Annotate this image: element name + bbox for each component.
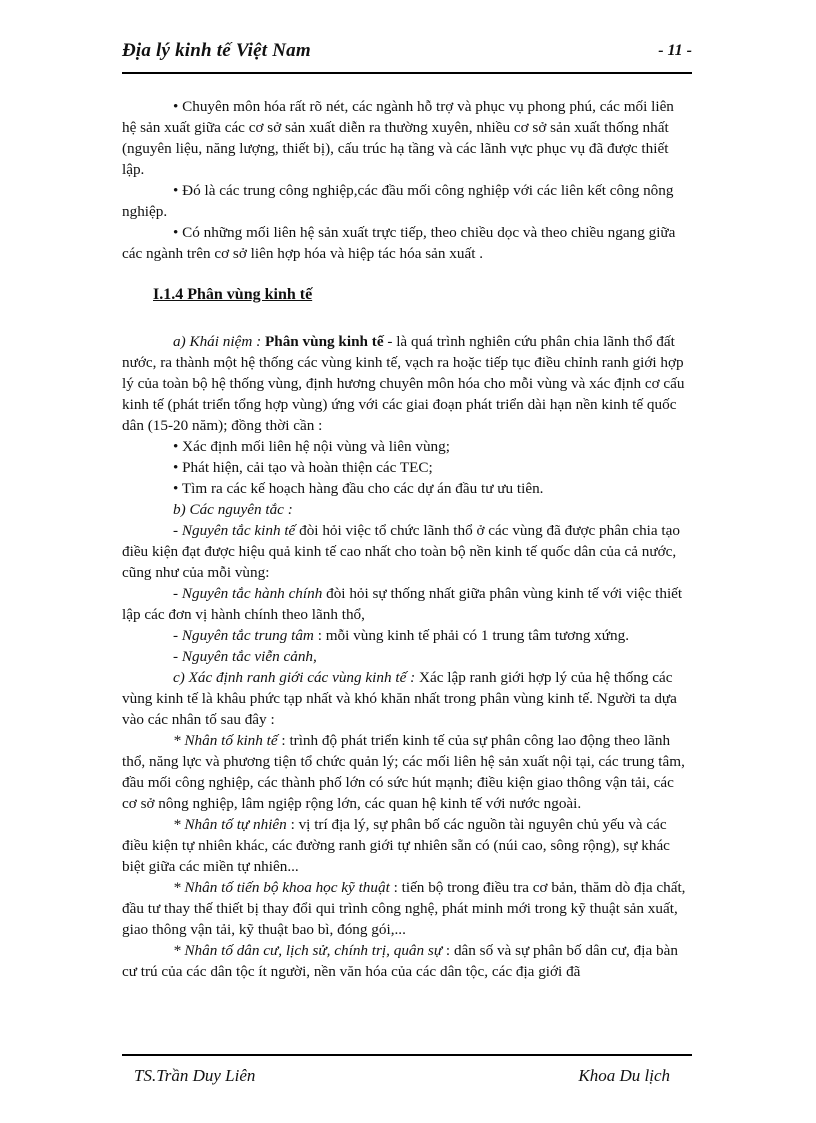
definition-bullet: • Tìm ra các kế hoạch hàng đầu cho các dự án đầu tư ưu tiên. (173, 480, 544, 497)
principle-administrative (122, 583, 692, 625)
factor-text: : trình độ phát triển kinh tế của sự phân công lao động theo lãnh thổ, năng lực và phương tiện tổ chức quản lý; các mối liên hệ sản xuất nội tại, các trung tâm, đầu mối công nghiệp, các thành phố lớn có sức hút mạnh; điều kiện giao thông vận tải, các cơ sở nông nghiệp, lâm ngiệp rộng lớn, các quan hệ kinh tế với nước ngoài. (122, 732, 685, 812)
factor-text: : vị trí địa lý, sự phân bố các nguồn tài nguyên chủ yếu và các điều kiện tự nhiên khác, các đường ranh giới tự nhiên sẵn có (núi cao, sông rộng), sự khác biệt giữa các miền tự nhiên... (122, 816, 670, 875)
boundary-text: Xác lập ranh giới hợp lý của hệ thống các vùng kinh tế là khâu phức tạp nhất và khó khăn nhất trong phân vùng kinh tế. Người ta dựa vào các nhân tố sau đây : (122, 669, 677, 728)
header-title: Địa lý kinh tế Việt Nam (122, 40, 311, 61)
definition-bullet: • Phát hiện, cải tạo và hoàn thiện các TEC; (173, 459, 433, 476)
factor-technology (122, 877, 692, 940)
footer-department: Khoa Du lịch (578, 1066, 670, 1085)
principle-text: đòi hỏi sự thống nhất giữa phân vùng kinh tế với việc thiết lập các đơn vị hành chính theo lãnh thổ, (122, 585, 683, 623)
principle-text: đòi hỏi việc tổ chức lãnh thổ ở các vùng đã được phân chia tạo điều kiện đạt được hiệu quả kinh tế cao nhất cho toàn bộ nền kinh tế quốc dân của cả nước, cũng như của mỗi vùng: (122, 522, 680, 581)
page-number: - 11 - (658, 42, 692, 59)
factor-text: : dân số và sự phân bố dân cư, địa bàn cư trú của các dân tộc ít người, nền văn hóa của các dân tộc, các địa giới đã (122, 942, 678, 980)
principles-heading: b) Các nguyên tắc : (173, 501, 293, 518)
factor-label: * Nhân tố dân cư, lịch sử, chính trị, quân sự (173, 942, 443, 959)
factor-economic (122, 730, 692, 814)
section-heading: I.1.4 Phân vùng kinh tế (153, 286, 313, 303)
page-header (122, 38, 692, 68)
intro-bullet-1: • Chuyên môn hóa rất rõ nét, các ngành hỗ trợ và phục vụ phong phú, các mối liên hệ sản xuất giữa các cơ sở sản xuất diễn ra thường xuyên, nhiều cơ sở sản xuất thống nhất (nguyên liệu, năng lượng, thiết bị), cấu trúc hạ tầng và các lãnh vực phục vụ đã được thiết lập. (122, 98, 674, 178)
intro-bullet-3: • Có những mối liên hệ sản xuất trực tiếp, theo chiều dọc và theo chiều ngang giữa các ngành trên cơ sở liên hợp hóa và hiệp tác hóa sản xuất . (122, 224, 676, 262)
principle-text: : mỗi vùng kinh tế phải có 1 trung tâm tương xứng. (313, 627, 630, 644)
footer-divider (122, 1054, 692, 1056)
factor-natural (122, 814, 692, 877)
principle-economic (122, 520, 692, 583)
principle-label: - Nguyên tắc trung tâm (173, 627, 314, 644)
definition-paragraph (122, 331, 692, 436)
header-divider (122, 72, 692, 74)
footer-author: TS.Trần Duy Liên (134, 1066, 256, 1085)
definition-term: Phân vùng kinh tế (264, 333, 384, 350)
boundary-paragraph (122, 667, 692, 730)
principle-prospect: - Nguyên tắc viễn cảnh, (173, 648, 317, 665)
definition-text: - là quá trình nghiên cứu phân chia lãnh thổ đất nước, ra thành một hệ thống các vùng kinh tế, vạch ra hoặc tiếp tục điều chỉnh ranh giới hợp lý của toàn bộ hệ thống vùng, định hương chuyên môn hóa cho mỗi vùng và xác định cơ cấu kinh tế (phát triển tổng hợp vùng) ứng với các giai đoạn phát triển dài hạn nền kinh tế quốc dân (15-20 năm); đồng thời cần : (122, 333, 685, 434)
principle-center (122, 625, 692, 646)
definition-bullet: • Xác định mối liên hệ nội vùng và liên vùng; (173, 438, 450, 455)
boundary-label: c) Xác định ranh giới các vùng kinh tế : (173, 669, 416, 686)
document-body (122, 96, 692, 982)
factor-label: * Nhân tố tiến bộ khoa học kỹ thuật (173, 879, 390, 896)
intro-bullet-2: • Đó là các trung công nghiệp,các đầu mối công nghiệp với các liên kết công nông nghiệp. (122, 182, 674, 220)
factor-text: : tiến bộ trong điều tra cơ bản, thăm dò địa chất, đầu tư thay thế thiết bị thay đổi qui trình công nghệ, phát minh mới trong kỹ thuật sản xuất, giao thông vận tải, kỹ thuật bao bì, đóng gói,... (122, 879, 686, 938)
definition-label: a) Khái niệm : (173, 333, 262, 350)
principle-label: - Nguyên tắc hành chính (173, 585, 323, 602)
principle-label: - Nguyên tắc kinh tế (173, 522, 296, 539)
factor-label: * Nhân tố tự nhiên (173, 816, 287, 833)
factor-population (122, 940, 692, 982)
factor-label: * Nhân tố kinh tế (173, 732, 278, 749)
